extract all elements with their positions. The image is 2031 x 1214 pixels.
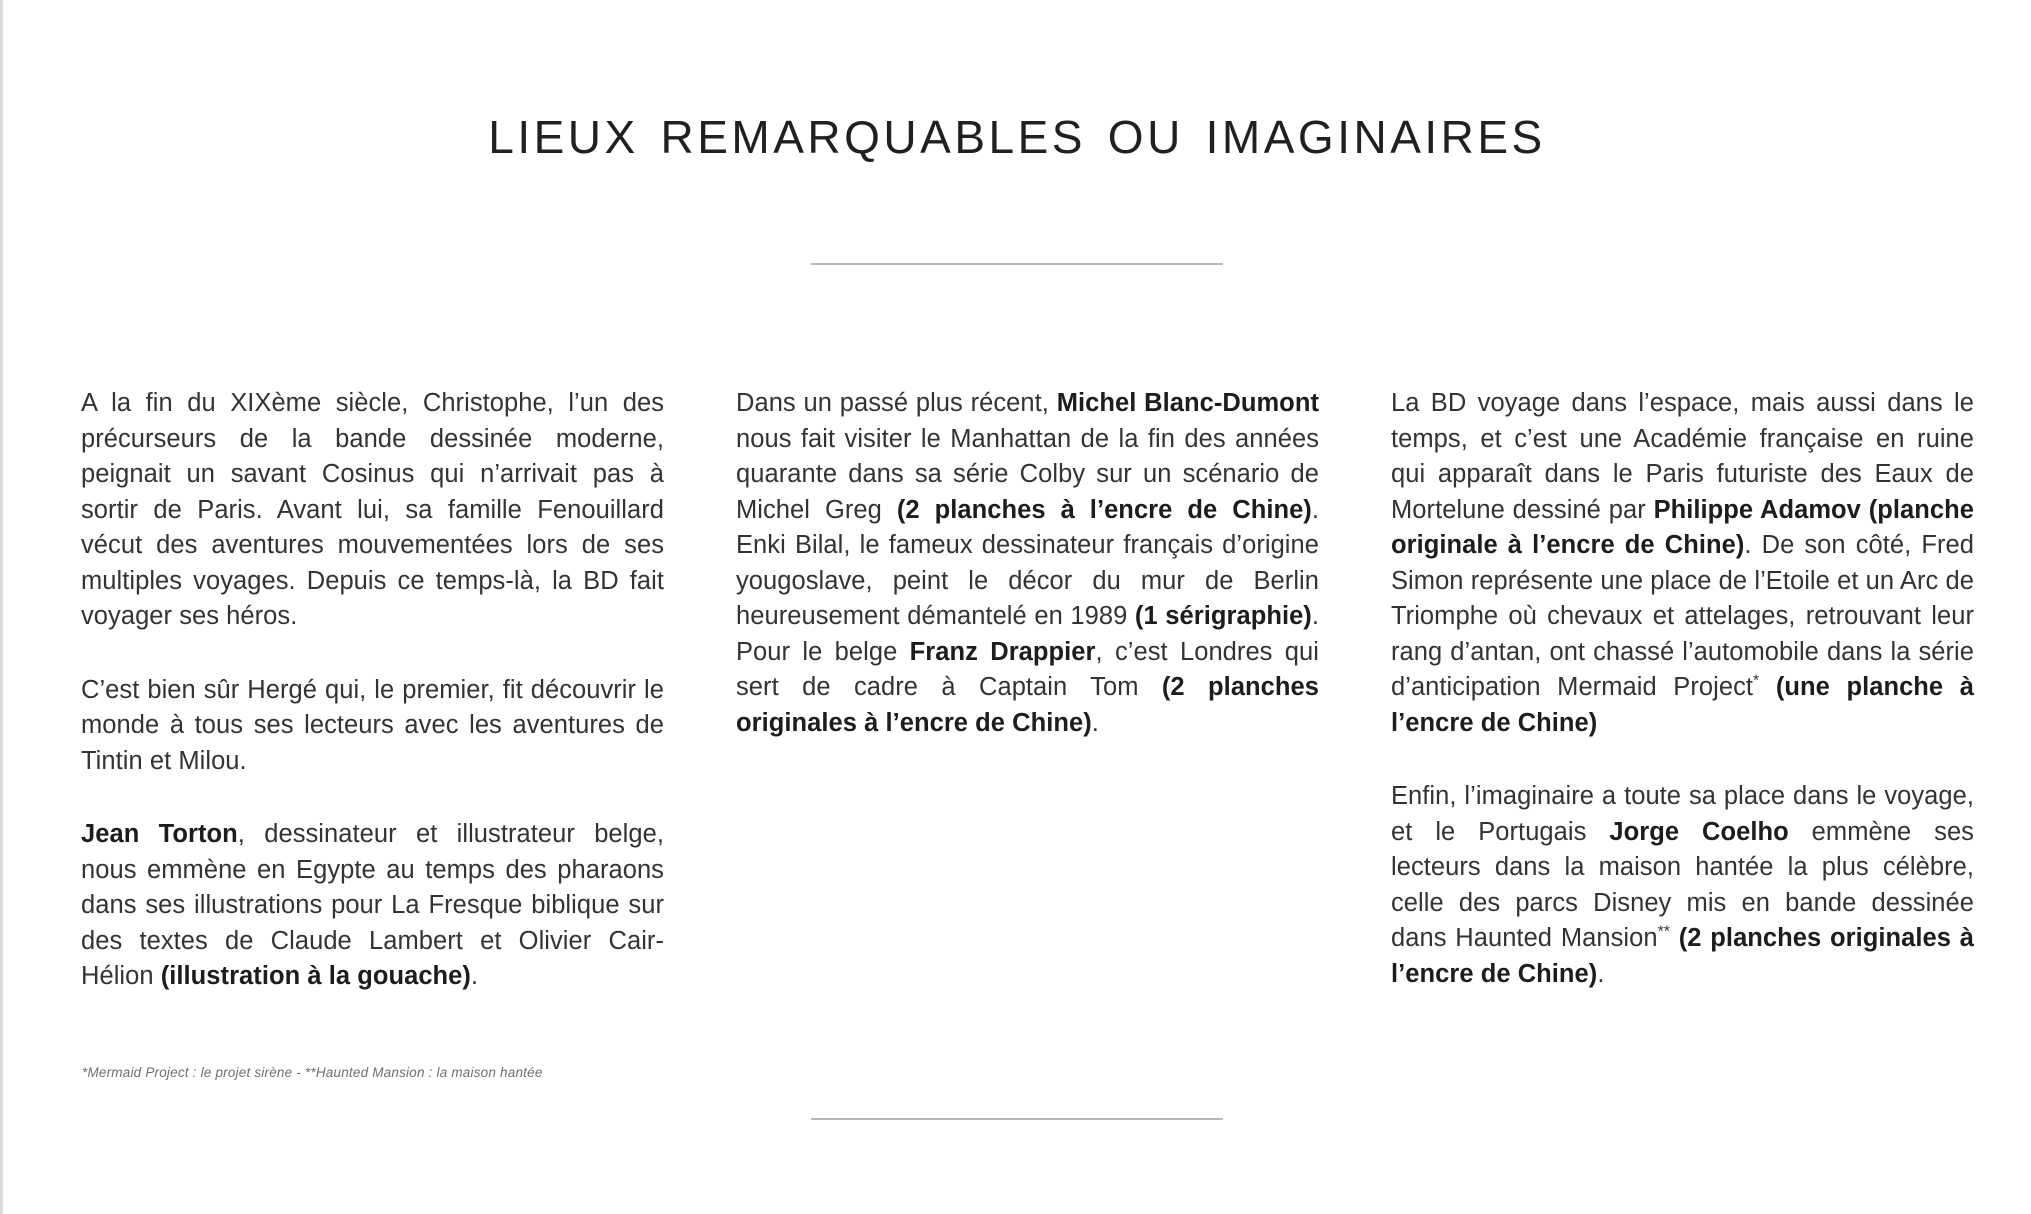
body-text: La BD voyage dans l’espace, mais aussi dans le temps, et c’est une Académie française en ruine qui apparaît dans le Paris futuriste des Eaux de Mortelune dessiné par: [1391, 389, 1974, 524]
body-text: , dessinateur et illustrateur belge, nous emmène en Egypte au temps des pharaons dans ses illustrations pour La Fresque biblique sur des textes de Claude Lambert et Olivier Cair-Hélion: [81, 820, 664, 990]
footnote-marker: **: [1657, 923, 1670, 941]
body-text: Enfin, l’imaginaire a toute sa place dans le voyage, et le Portugais: [1391, 782, 1974, 846]
emphasis-text: (2 planches originales à l’encre de Chine): [736, 673, 1319, 737]
emphasis-text: (2 planches à l’encre de Chine): [896, 495, 1312, 524]
body-text: [1759, 673, 1776, 701]
paragraph: [736, 386, 1319, 741]
emphasis-text: (illustration à la gouache): [160, 962, 471, 990]
footnote-marker: *: [1753, 672, 1760, 690]
body-text: [1670, 924, 1679, 952]
body-text: nous fait visiter le Manhattan de la fin des années quarante dans sa série Colby sur un scénario de Michel Greg: [736, 424, 1319, 524]
body-text: emmène ses lecteurs dans la maison hantée la plus célèbre, celle des parcs Disney mis en bande dessinée dans Haunted Mansion: [1391, 817, 1974, 952]
body-text: . Enki Bilal, le fameux dessinateur français d’origine yougoslave, peint le décor du mur de Berlin heureusement démantelé en 1989: [736, 495, 1319, 630]
body-text: . De son côté, Fred Simon représente une place de l’Etoile et un Arc de Triomphe où chevaux et attelages, retrouvant leur rang d’antan, ont chassé l’automobile dans la série d’anticipation Mermaid Project: [1391, 531, 1974, 701]
paragraph: [81, 817, 664, 995]
emphasis-text: Jorge Coelho: [1609, 817, 1789, 846]
paragraph: [81, 386, 664, 635]
body-text: .: [470, 962, 479, 990]
text-column-3: [1391, 386, 1974, 995]
emphasis-text: (une planche à l’encre de Chine): [1391, 673, 1974, 737]
page-title-container: [3, 52, 2031, 210]
paragraph: [1391, 779, 1974, 992]
text-column-1: [81, 386, 664, 995]
paragraph: [81, 673, 664, 780]
body-text: C’est bien sûr Hergé qui, le premier, fit découvrir le monde à tous ses lecteurs avec les aventures de Tintin et Milou.: [81, 675, 664, 775]
emphasis-text: Franz Drappier: [909, 637, 1096, 666]
emphasis-text: Philippe Adamov (planche originale à l’encre de Chine): [1391, 495, 1974, 559]
page-title: lieux remarquables ou imaginaires: [488, 93, 1546, 168]
body-text: A la fin du XIXème siècle, Christophe, l’un des précurseurs de la bande dessinée moderne, peignait un savant Cosinus qui n’arrivait pas à sortir de Paris. Avant lui, sa famille Fenouillard vécut des aventures mouvementées lors de ses multiples voyages. Depuis ce temps-là, la BD fait voyager ses héros.: [81, 389, 664, 630]
body-text: , c’est Londres qui sert de cadre à Captain Tom: [736, 637, 1319, 701]
emphasis-text: (1 sérigraphie): [1134, 602, 1312, 630]
body-text: .: [1597, 959, 1605, 988]
article-columns: [81, 386, 1976, 995]
divider-bottom: [811, 1118, 1223, 1120]
footnote: *Mermaid Project : le projet sirène - **Haunted Mansion : la maison hantée: [82, 1065, 543, 1080]
paragraph: [1391, 386, 1974, 741]
body-text: .: [1091, 708, 1099, 737]
body-text: . Pour le belge: [736, 602, 1319, 666]
emphasis-text: Jean Torton: [81, 820, 238, 848]
emphasis-text: (2 planches originales à l’encre de Chine): [1391, 924, 1974, 988]
divider-top: [811, 263, 1223, 265]
text-column-2: [736, 386, 1319, 995]
emphasis-text: Michel Blanc-Dumont: [1056, 389, 1319, 417]
body-text: Dans un passé plus récent,: [736, 389, 1057, 417]
